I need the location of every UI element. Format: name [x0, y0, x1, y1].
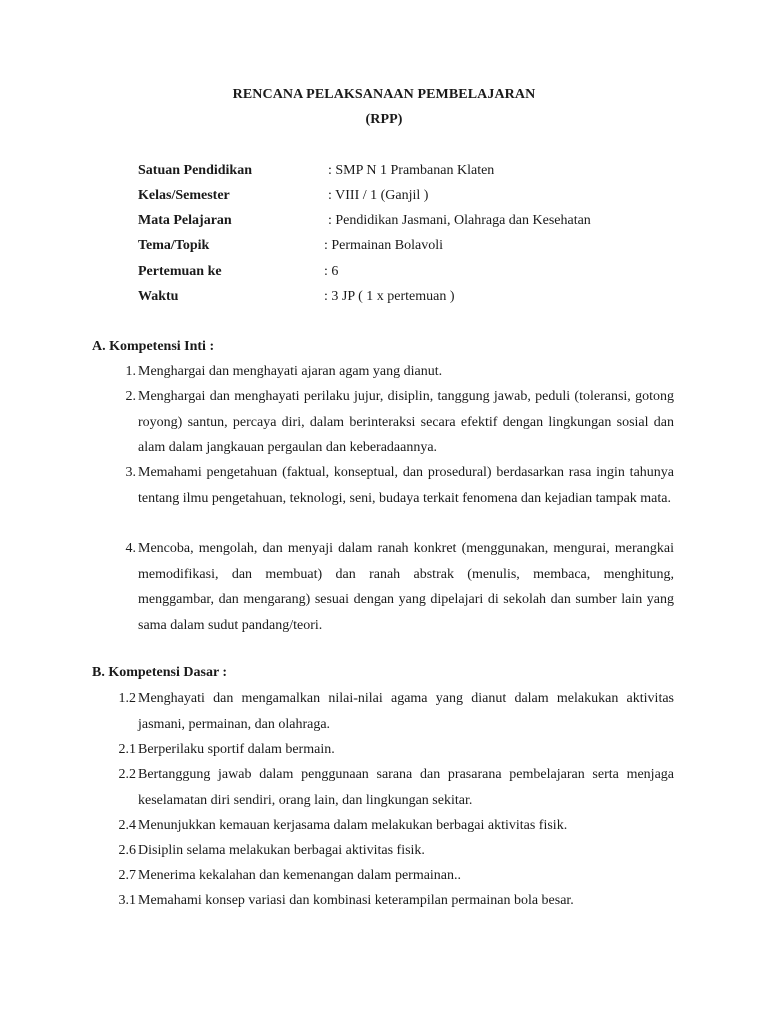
list-item-number: 2.2	[118, 767, 136, 782]
info-row-mapel	[138, 213, 698, 233]
list-item-number: 3.1	[118, 893, 136, 908]
info-row-waktu	[138, 289, 698, 309]
list-item-number: 1.	[125, 364, 136, 379]
list-item-text: Menunjukkan kemauan kerjasama dalam melakukan berbagai aktivitas fisik.	[138, 818, 568, 833]
info-label: Satuan Pendidikan	[138, 163, 252, 178]
list-item-number: 4.	[125, 541, 136, 556]
info-value: : SMP N 1 Prambanan Klaten	[328, 163, 495, 178]
info-value: : Permainan Bolavoli	[324, 238, 443, 253]
document-title: RENCANA PELAKSANAAN PEMBELAJARAN	[232, 87, 536, 102]
list-item-number: 2.1	[118, 742, 136, 757]
list-item-number: 2.	[125, 389, 136, 404]
list-item-text: Berperilaku sportif dalam bermain.	[138, 742, 335, 757]
list-item-text: Memahami konsep variasi dan kombinasi keterampilan permainan bola besar.	[138, 893, 574, 908]
list-item-text: Menerima kekalahan dan kemenangan dalam permainan..	[138, 868, 462, 883]
list-item-number: 3.	[125, 465, 136, 480]
info-value: : 3 JP ( 1 x pertemuan )	[324, 289, 455, 304]
list-item-number: 2.4	[118, 818, 136, 833]
info-label: Kelas/Semester	[138, 188, 230, 203]
list-item-number: 1.2	[118, 691, 136, 706]
document-subtitle: (RPP)	[365, 112, 403, 127]
section-heading-kompetensi-dasar: B. Kompetensi Dasar :	[92, 665, 228, 680]
list-item-text: Mencoba, mengolah, dan menyaji dalam ranah konkret (menggunakan, mengurai, merangkai memodifikasi, dan membuat) dan ranah abstrak (menulis, membaca, menghitung, menggambar, dan mengarang) sesuai dengan yang dipelajari di sekolah dan sumber lain yang sama dalam sudut pandang/teori.	[138, 541, 674, 633]
list-item-text: Disiplin selama melakukan berbagai aktivitas fisik.	[138, 843, 425, 858]
list-item-text: Memahami pengetahuan (faktual, konseptual, dan prosedural) berdasarkan rasa ingin tahunya tentang ilmu pengetahuan, teknologi, seni, budaya terkait fenomena dan kejadian tampak mata.	[138, 465, 674, 506]
section-heading-kompetensi-inti: A. Kompetensi Inti :	[92, 339, 215, 354]
info-row-satuan	[138, 163, 698, 183]
info-label: Tema/Topik	[138, 238, 210, 253]
list-item-number: 2.6	[118, 843, 136, 858]
info-label: Waktu	[138, 289, 179, 304]
info-value: : Pendidikan Jasmani, Olahraga dan Kesehatan	[328, 213, 591, 228]
info-label: Pertemuan ke	[138, 264, 222, 279]
info-row-pertemuan	[138, 264, 698, 284]
list-item-text: Menghargai dan menghayati ajaran agam yang dianut.	[138, 364, 443, 379]
info-label: Mata Pelajaran	[138, 213, 232, 228]
info-row-kelas	[138, 188, 698, 208]
list-item-number: 2.7	[118, 868, 136, 883]
info-value: : 6	[324, 264, 339, 279]
info-row-tema	[138, 238, 698, 258]
list-item-text: Menghayati dan mengamalkan nilai-nilai agama yang dianut dalam melakukan aktivitas jasmani, permainan, dan olahraga.	[138, 691, 674, 732]
list-item-text: Menghargai dan menghayati perilaku jujur, disiplin, tanggung jawab, peduli (toleransi, gotong royong) santun, percaya diri, dalam berinteraksi secara efektif dengan lingkungan sosial dan alam dalam jangkauan pergaulan dan keberadaannya.	[138, 389, 674, 455]
list-item-text: Bertanggung jawab dalam penggunaan sarana dan prasarana pembelajaran serta menjaga keselamatan diri sendiri, orang lain, dan lingkungan sekitar.	[138, 767, 674, 808]
info-value: : VIII / 1 (Ganjil )	[328, 188, 429, 203]
